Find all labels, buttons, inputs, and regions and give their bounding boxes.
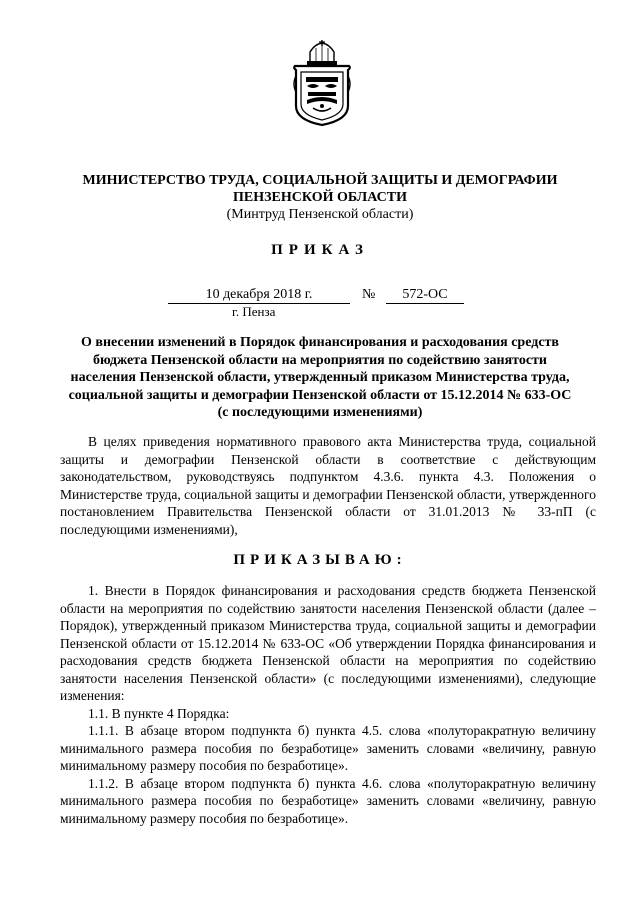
item-1-1: 1.1. В пункте 4 Порядка: [88, 705, 230, 721]
ministry-name: МИНИСТЕРСТВО ТРУДА, СОЦИАЛЬНОЙ ЗАЩИТЫ И ДЕМОГРАФИИ ПЕНЗЕНСКОЙ ОБЛАСТИ [82, 173, 558, 205]
order-word: ПРИКАЗЫВАЮ: [233, 552, 407, 568]
order-date: 10 декабря 2018 г. [168, 286, 350, 304]
order-number: 572-ОС [386, 286, 464, 304]
document-title: О внесении изменений в Порядок финансирования и расходования средств бюджета Пензенской области на мероприятия по содействию занятости населения Пензенской области, утвержденный приказом Министерства труда, социальной защиты и демографии Пензенской области от 15.12.2014 № 633-ОС (с последующими изменениями) [68, 335, 572, 420]
document-type: ПРИКАЗ [271, 242, 369, 258]
item-1-1-1: 1.1.1. В абзаце втором подпункта б) пункта 4.5. слова «полуторакратную величину минимального размера пособия по безработице» заменить словами «величину, равную минимальному размеру пособия по безработице». [60, 723, 596, 773]
ministry-short-name: (Минтруд Пензенской области) [226, 207, 414, 222]
coat-of-arms-icon [293, 40, 351, 126]
preamble: В целях приведения нормативного правового акта Министерства труда, социальной защиты и демографии Пензенской области в соответствие с действующим законодательством, руководствуясь подпунктом 4.3.6. пункта 4.3. Положения о Министерстве труда, социальной защиты и демографии Пензенской области, утвержденного постановлением Правительства Пензенской области от 31.01.2013 № 33-пП (с последующими изменениями), [60, 434, 596, 537]
city: г. Пенза [232, 304, 276, 319]
item-1-1-2: 1.1.2. В абзаце втором подпункта б) пункта 4.6. слова «полуторакратную величину минимального размера пособия по безработице» заменить словами «величину, равную минимальному размеру пособия по безработице». [60, 775, 596, 826]
order-body [60, 582, 596, 827]
number-sign: № [362, 287, 376, 302]
item-1: 1. Внести в Порядок финансирования и расходования средств бюджета Пензенской области на мероприятия по содействию занятости населения Пензенской области (далее – Порядок), утвержденный приказом Министерства труда, социальной защиты и демографии Пензенской области от 15.12.2014 № 633-ОС «Об утверждении Порядка финансирования и расходования средств бюджета Пензенской области на мероприятия по содействию занятости населения Пензенской области» (с последующими изменениями), следующие изменения: [60, 583, 596, 703]
